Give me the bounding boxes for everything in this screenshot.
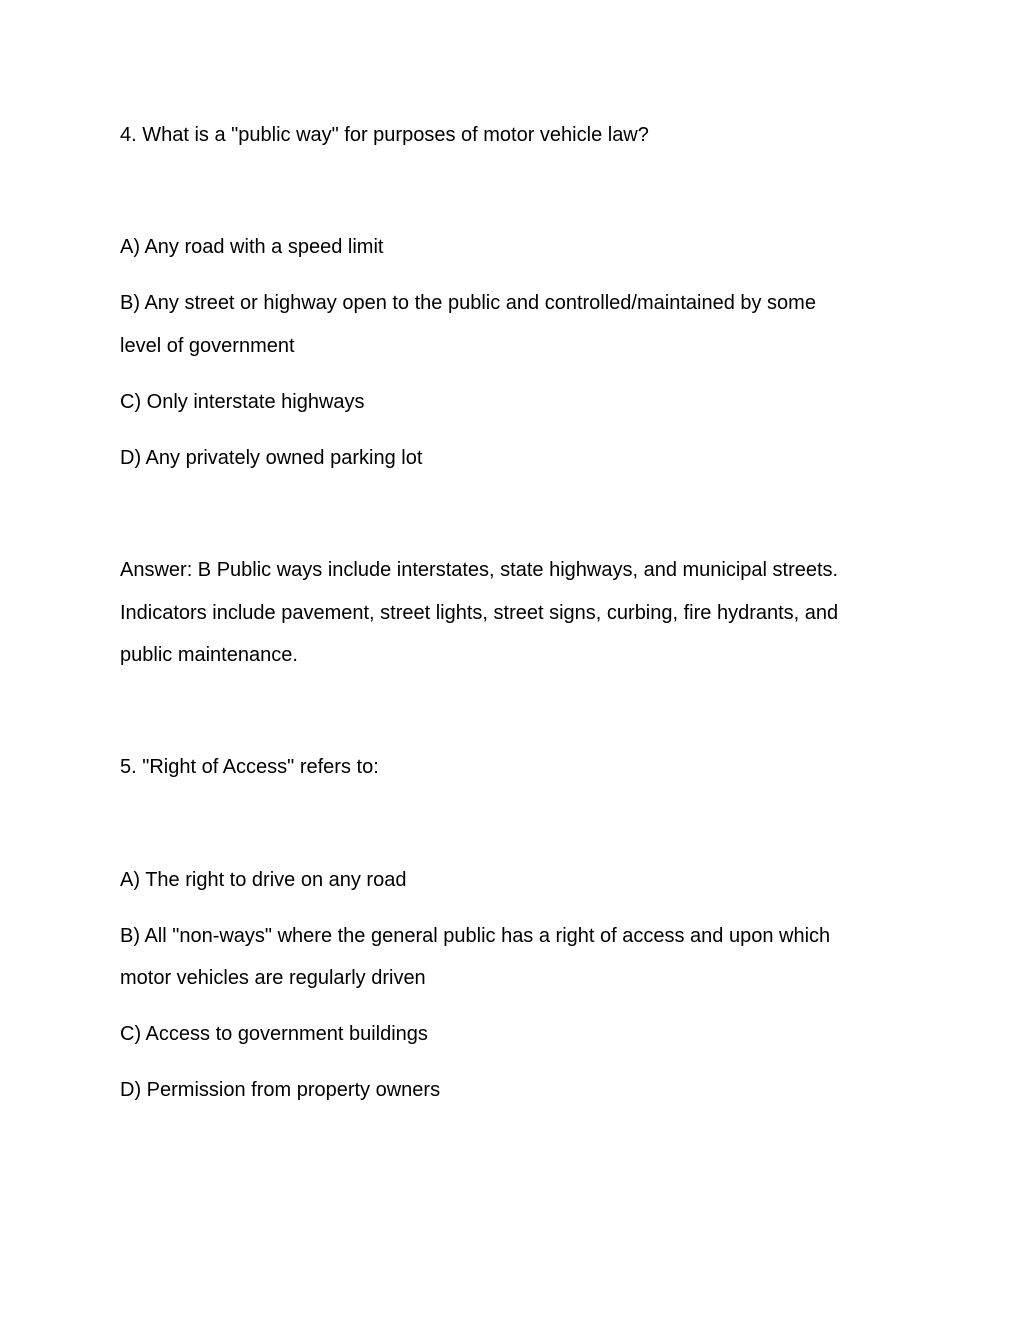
question-5-option-b: B) All "non-ways" where the general public has a right of access and upon which bbox=[120, 925, 831, 947]
question-5-option-c: C) Access to government buildings bbox=[120, 1023, 428, 1045]
question-5-option-a: A) The right to drive on any road bbox=[120, 869, 407, 891]
question-4-answer-line-2: Indicators include pavement, street lights, street signs, curbing, fire hydrants, and bbox=[120, 602, 839, 624]
question-4-option-b-continued: level of government bbox=[120, 335, 295, 357]
question-4-answer-line-1: Answer: B Public ways include interstates, state highways, and municipal streets. bbox=[120, 559, 839, 581]
question-5-option-b-continued: motor vehicles are regularly driven bbox=[120, 967, 426, 989]
question-5-text: 5. "Right of Access" refers to: bbox=[120, 756, 379, 778]
question-4-option-c: C) Only interstate highways bbox=[120, 391, 365, 413]
question-5-option-d: D) Permission from property owners bbox=[120, 1079, 441, 1101]
question-4-answer-line-3: public maintenance. bbox=[120, 644, 298, 666]
question-4-option-b: B) Any street or highway open to the public and controlled/maintained by some bbox=[120, 292, 816, 314]
question-4-option-a: A) Any road with a speed limit bbox=[120, 236, 384, 258]
question-4-option-d: D) Any privately owned parking lot bbox=[120, 447, 423, 469]
question-4-text: 4. What is a "public way" for purposes of motor vehicle law? bbox=[120, 124, 649, 146]
